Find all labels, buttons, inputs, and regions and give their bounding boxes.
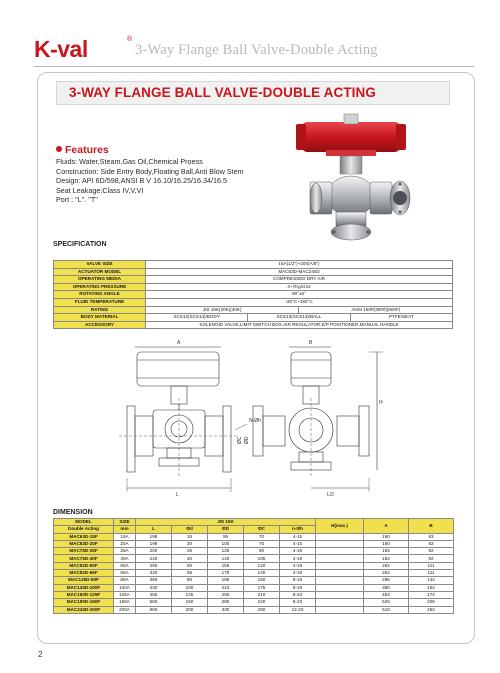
spec-label: OPERATING MEDIA — [54, 276, 146, 284]
table-cell: 15A — [114, 533, 136, 540]
spec-label: BODY MATERIAL — [54, 314, 146, 322]
table-cell: 25 — [172, 548, 208, 555]
header-subtitle: 3-Way Flange Ball Valve-Double Acting — [135, 42, 378, 58]
table-cell: 525 — [364, 599, 409, 606]
table-row — [54, 562, 454, 569]
spec-value: 4~7Kg/cm2 — [146, 283, 453, 291]
spec-value: SCS13(SCS14)/BALL — [248, 314, 350, 322]
feature-item: Port : "L". "T" — [56, 195, 98, 205]
spec-label: FLUID TEMPERATURE — [54, 298, 146, 306]
table-cell: 185 — [208, 577, 244, 584]
features-list — [56, 157, 244, 205]
table-cell: 175 — [208, 570, 244, 577]
table-cell: 360 — [136, 577, 172, 584]
table-cell — [316, 548, 364, 555]
col-header-size: SIZE — [114, 519, 136, 526]
brand-logo: K-val — [34, 36, 88, 62]
header-divider — [34, 66, 474, 67]
spec-value: COMPRESSED DRY AIR — [146, 276, 453, 284]
table-cell: 4-19 — [280, 548, 316, 555]
table-row — [54, 283, 453, 291]
features-heading-text: Features — [65, 144, 109, 156]
spec-label: ROTATING ANGLE — [54, 291, 146, 299]
table-cell: 4-15 — [280, 533, 316, 540]
table-cell — [316, 584, 364, 591]
specification-table — [53, 260, 453, 329]
col-header: ΦC — [244, 526, 280, 533]
feature-item: Construction: Side Entry Body,Floating Ball,Anti Blow Stem — [56, 166, 244, 176]
spec-value: ANSI 150#(300#)(600#) — [299, 306, 453, 314]
table-cell: 155 — [208, 562, 244, 569]
dimension-table — [53, 518, 454, 614]
table-cell: MAC92D-65F — [54, 570, 114, 577]
table-row — [54, 533, 454, 540]
feature-item: Design: API 6D/598,ANSI B V 16.10/16.25/16.34/16.5 — [56, 176, 228, 186]
table-cell: 150 — [172, 599, 208, 606]
table-cell: 140 — [208, 555, 244, 562]
table-cell: 8-23 — [280, 599, 316, 606]
col-header: mm — [114, 526, 136, 533]
table-cell: 4-19 — [280, 570, 316, 577]
table-cell: 92 — [409, 555, 454, 562]
table-row — [54, 606, 454, 613]
specification-heading: SPECIFICATION — [53, 241, 107, 248]
table-cell: 111 — [409, 570, 454, 577]
table-row — [54, 570, 454, 577]
table-cell: 70 — [244, 533, 280, 540]
spec-value: -20°C~150°C — [146, 298, 453, 306]
table-cell: 100 — [172, 584, 208, 591]
col-header-b: B — [409, 519, 454, 534]
table-cell: 250 — [208, 591, 244, 598]
dim-label-l: L — [176, 492, 179, 498]
spec-label: ACTUATOR MODEL — [54, 268, 146, 276]
spec-label: VALVE SIZE — [54, 261, 146, 269]
features-heading — [56, 144, 109, 156]
table-cell: 140 — [244, 570, 280, 577]
table-cell: 75 — [244, 540, 280, 547]
table-cell: 260 — [136, 562, 172, 569]
table-cell: MAC63D-15F — [54, 533, 114, 540]
page-number: 2 — [38, 650, 43, 659]
table-cell: 174 — [409, 591, 454, 598]
table-cell: 50 — [172, 562, 208, 569]
col-header: Φd — [172, 526, 208, 533]
table-cell: 4-15 — [280, 540, 316, 547]
table-cell: 210 — [244, 591, 280, 598]
spec-value: 90°±5° — [146, 291, 453, 299]
table-cell: 15 — [172, 533, 208, 540]
table-cell: 120 — [244, 562, 280, 569]
table-cell: 175 — [244, 584, 280, 591]
spec-value: PTFE/SEAT — [350, 314, 452, 322]
spec-label: ACCESSORY — [54, 321, 146, 329]
dim-label-h: H — [379, 400, 383, 406]
table-cell: 92 — [409, 548, 454, 555]
table-cell: MAC125D-80F — [54, 577, 114, 584]
table-row — [54, 577, 454, 584]
dim-label-phid: ØD — [244, 436, 250, 444]
col-header: n-Φh — [280, 526, 316, 533]
table-cell: 330 — [208, 606, 244, 613]
table-cell: 198 — [136, 533, 172, 540]
table-row — [54, 276, 453, 284]
table-cell: 65A — [114, 570, 136, 577]
table-row — [54, 548, 454, 555]
table-row — [54, 306, 453, 314]
table-cell: MAC160D-125F — [54, 591, 114, 598]
col-header-a: A — [364, 519, 409, 534]
table-cell — [316, 591, 364, 598]
table-cell: 240 — [136, 555, 172, 562]
table-cell: 40 — [172, 555, 208, 562]
table-cell: 160 — [364, 540, 409, 547]
table-cell: 150A — [114, 599, 136, 606]
table-cell: 125A — [114, 591, 136, 598]
col-header: L — [136, 526, 172, 533]
table-cell: 8-19 — [280, 584, 316, 591]
table-cell: 65 — [172, 570, 208, 577]
dimension-table-body — [54, 533, 454, 613]
table-cell: 280 — [208, 599, 244, 606]
table-cell — [316, 555, 364, 562]
table-cell: 320 — [136, 570, 172, 577]
table-row — [54, 261, 453, 269]
table-cell: 20A — [114, 540, 136, 547]
col-header-model: MODEL — [54, 519, 114, 526]
table-cell: 50A — [114, 562, 136, 569]
table-cell: 262 — [409, 606, 454, 613]
table-cell: 454 — [364, 591, 409, 598]
table-cell: MAC92D-50F — [54, 562, 114, 569]
dim-label-l2: L/2 — [327, 492, 334, 498]
col-header-jis: JIS 10K — [136, 519, 316, 526]
table-cell: 262 — [364, 570, 409, 577]
table-cell: 8-23 — [280, 591, 316, 598]
table-row — [54, 555, 454, 562]
table-cell: 150 — [244, 577, 280, 584]
table-cell: 390 — [364, 584, 409, 591]
table-cell: 160 — [364, 533, 409, 540]
table-cell: 560 — [136, 599, 172, 606]
table-cell: 12-23 — [280, 606, 316, 613]
table-row — [54, 321, 453, 329]
table-cell: 200A — [114, 606, 136, 613]
table-cell: MAC190D-150F — [54, 599, 114, 606]
table-cell: 25A — [114, 548, 136, 555]
feature-item: Seat Leakage:Class IV,V,VI — [56, 185, 144, 195]
table-row — [54, 298, 453, 306]
table-cell: 610 — [364, 606, 409, 613]
table-cell: MAC140D-100F — [54, 584, 114, 591]
table-cell: 100 — [208, 540, 244, 547]
spec-value: JIS 10K(20K)(40K) — [146, 306, 299, 314]
col-header-h: H(max.) — [316, 519, 364, 534]
technical-drawing — [113, 338, 389, 506]
table-cell: 80A — [114, 577, 136, 584]
table-cell: 200 — [172, 606, 208, 613]
registered-mark: ® — [127, 36, 133, 43]
table-cell: 184 — [364, 548, 409, 555]
table-cell: 83 — [409, 540, 454, 547]
table-cell: 111 — [409, 562, 454, 569]
spec-value: SCS13(SCS14)/BODY — [146, 314, 248, 322]
feature-item: Fluids: Water,Steam,Gas Oil,Chemical Proess — [56, 157, 203, 166]
dim-label-a: A — [177, 340, 181, 346]
table-cell: 660 — [136, 606, 172, 613]
table-cell: MAC75D-25F — [54, 548, 114, 555]
table-row — [54, 540, 454, 547]
title-banner — [56, 81, 450, 105]
table-cell: 206 — [409, 599, 454, 606]
dimension-heading: DIMENSION — [53, 509, 93, 516]
dim-label-nphih: N-Øh — [249, 418, 261, 424]
table-cell: 40A — [114, 555, 136, 562]
table-cell — [316, 606, 364, 613]
spec-label: RATING — [54, 306, 146, 314]
table-row — [54, 291, 453, 299]
table-cell: 90 — [244, 548, 280, 555]
table-cell: 20 — [172, 540, 208, 547]
table-cell: 4-19 — [280, 562, 316, 569]
table-cell: 95 — [208, 533, 244, 540]
table-cell: 430 — [136, 584, 172, 591]
table-cell: 240 — [244, 599, 280, 606]
table-cell: 152 — [409, 584, 454, 591]
page-title: 3-WAY FLANGE BALL VALVE-DOUBLE ACTING — [69, 85, 376, 100]
dim-label-b: B — [309, 340, 313, 346]
spec-value: 15A(1/2")~200(A/8") — [146, 261, 453, 269]
table-cell — [316, 570, 364, 577]
valve-photo — [270, 112, 460, 248]
table-cell — [316, 577, 364, 584]
table-cell: 296 — [364, 577, 409, 584]
spec-value: SOLENOID VALVE,LIMIT SWITCH BOX,AIR REGULATOR,E/P POSITIONER,MANUAL HANDLE — [146, 321, 453, 329]
table-row — [54, 591, 454, 598]
bullet-icon — [56, 146, 62, 152]
table-cell: 100A — [114, 584, 136, 591]
table-cell: MAC240D-200F — [54, 606, 114, 613]
table-cell: 4-19 — [280, 555, 316, 562]
table-cell: MAC75D-40F — [54, 555, 114, 562]
dim-label-phic: ØC — [237, 436, 243, 444]
table-cell: 8-19 — [280, 577, 316, 584]
table-row — [54, 599, 454, 606]
col-header: Double Acting — [54, 526, 114, 533]
table-row — [54, 314, 453, 322]
col-header: ΦD — [208, 526, 244, 533]
table-cell: 198 — [136, 540, 172, 547]
table-cell: 83 — [409, 533, 454, 540]
table-cell: 142 — [409, 577, 454, 584]
table-cell: MAC63D-20F — [54, 540, 114, 547]
table-header-row — [54, 519, 454, 526]
table-cell — [316, 533, 364, 540]
table-row — [54, 584, 454, 591]
table-cell: 125 — [172, 591, 208, 598]
table-cell: 450 — [136, 591, 172, 598]
table-cell: 80 — [172, 577, 208, 584]
table-cell: 262 — [364, 562, 409, 569]
spec-label: OPERATING PRESSURE — [54, 283, 146, 291]
table-cell — [316, 540, 364, 547]
table-cell — [316, 562, 364, 569]
table-cell: 210 — [208, 584, 244, 591]
table-cell — [316, 599, 364, 606]
table-cell: 184 — [364, 555, 409, 562]
page-header — [34, 36, 474, 64]
table-row — [54, 268, 453, 276]
spec-value: MAC63D-MAC240D — [146, 268, 453, 276]
table-cell: 200 — [136, 548, 172, 555]
table-cell: 125 — [208, 548, 244, 555]
table-cell: 105 — [244, 555, 280, 562]
table-cell: 290 — [244, 606, 280, 613]
